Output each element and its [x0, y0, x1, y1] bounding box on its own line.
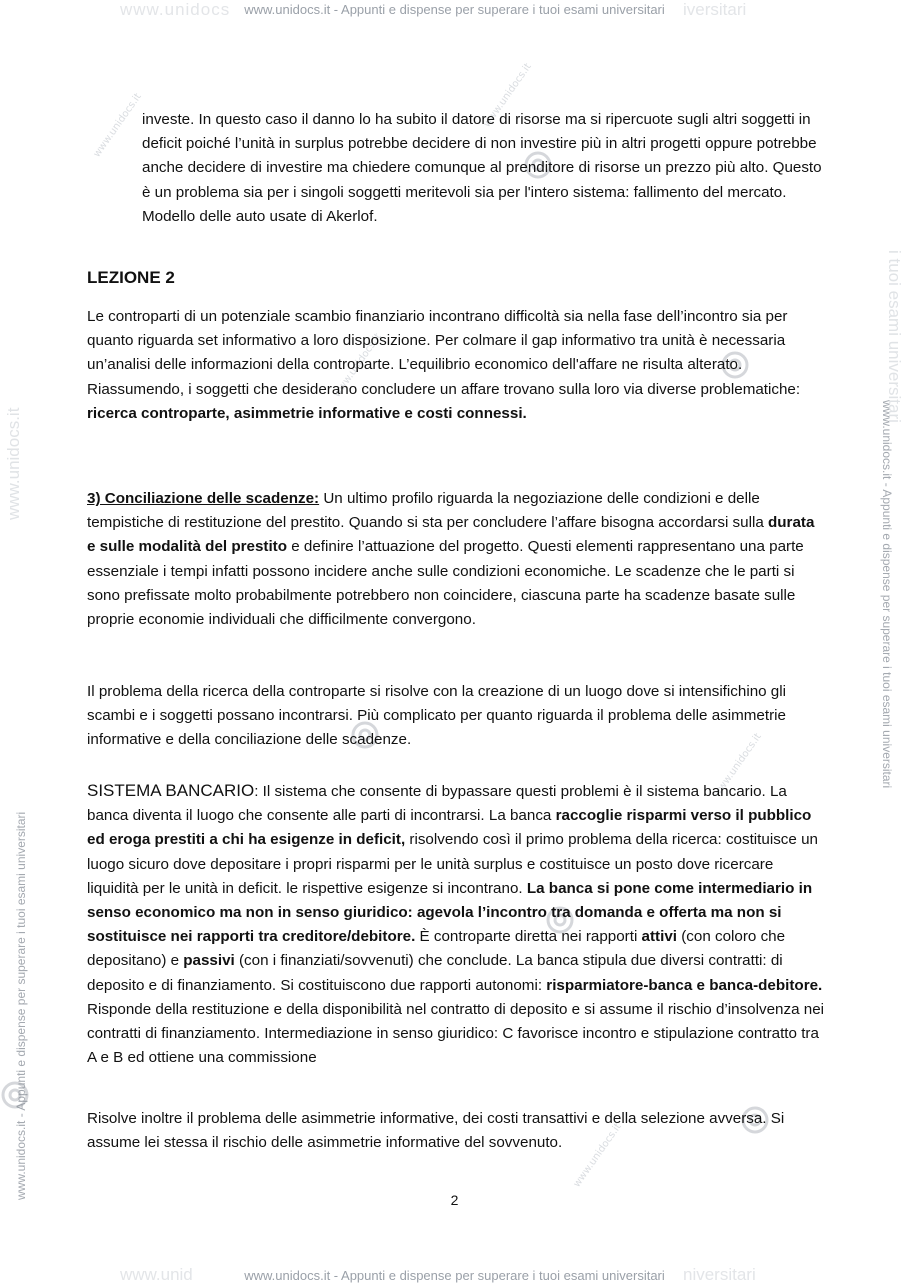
diagonal-watermark: www.unidocs.it [91, 91, 144, 160]
sistema-bancario-title: SISTEMA BANCARIO [87, 781, 255, 800]
sys-text-e: (con i finanziati/sovvenuti) che conclude. La banca stipula due diversi contratti: di deposito e di finanziamento. Si costituiscono due rapporti autonomi: [87, 952, 783, 994]
footer-watermark-ghost-right: niversitari [683, 1265, 756, 1284]
closing-paragraph [87, 1107, 827, 1155]
diagonal-watermark: www.unidocs.it [711, 731, 764, 800]
header-watermark-ghost-right: iversitari [683, 0, 747, 19]
scadenze-paragraph [87, 487, 827, 632]
diagonal-watermark: www.unidocs.it [481, 61, 534, 130]
sys-text-b: risolvendo così il primo problema della ricerca: costituisce un luogo sicuro dove depositare i propri risparmi per le unità surplus e costituisce un posto dove ricercare liquidità per le unità in deficit. le rispettive esigenze si incontrano. [87, 831, 818, 897]
sys-bold-3: attivi [641, 928, 677, 946]
controparte-paragraph [87, 680, 827, 753]
footer-watermark [0, 1265, 909, 1284]
para4-text: Il problema della ricerca della controparte si risolve con la creazione di un luogo dove si intensifichino gli scambi e i soggetti possano incontrarsi. Più complicato per quanto riguarda il problema delle asimmetrie informative e della conciliazione delle scadenze. [87, 683, 787, 749]
sys-text-a: : Il sistema che consente di bypassare questi problemi è il sistema bancario. La banca diventa il luogo che consente alle parti di incontrarsi. La banca [87, 783, 787, 825]
diagonal-watermark: www.unidocs.it [571, 1121, 624, 1190]
page-number: 2 [450, 1192, 459, 1208]
para6-text: Risolve inoltre il problema delle asimmetrie informative, dei costi transattivi e della selezione avversa. Si assume lei stessa il rischio delle asimmetrie informative del sovvenuto. [87, 1110, 785, 1152]
sys-text-c: È controparte diretta nei rapporti [415, 928, 642, 946]
sys-text-d: (con coloro che depositano) e [87, 928, 786, 970]
sys-bold-1: raccoglie risparmi verso il pubblico ed eroga prestiti a chi ha esigenze in deficit, [87, 807, 812, 849]
section-title: LEZIONE 2 [87, 268, 175, 287]
left-side-ghost-watermark: www.unidocs.it [4, 407, 23, 520]
lesson-paragraph-1 [87, 305, 827, 426]
footer-watermark-ghost: www.unid [120, 1265, 193, 1284]
sistema-bancario-paragraph [87, 779, 827, 1070]
right-side-ghost-watermark: i tuoi esami universitari [885, 250, 904, 423]
para2 [87, 378, 827, 426]
header-watermark-text: www.unidocs.it - Appunti e dispense per superare i tuoi esami universitari [244, 2, 665, 17]
right-side-watermark: www.unidocs.it - Appunti e dispense per superare i tuoi esami universitari [880, 400, 894, 789]
scadenze-text-a: Un ultimo profilo riguarda la negoziazione delle condizioni e delle tempistiche di restituzione del prestito. Quando si sta per concludere l’affare bisogna accordarsi sulla [87, 490, 768, 532]
left-side-watermark: www.unidocs.it - Appunti e dispense per superare i tuoi esami universitari [14, 811, 28, 1200]
scadenze-text-b: e definire l’attuazione del progetto. Questi elementi rappresentano una parte essenziale i tempi infatti possono incidere anche sulle condizioni economiche. Le scadenze che le parti si sono prefissate molto probabilmente potrebbero non coincidere, ciascuna parte ha scadenze basate sulle proprie economie individuali che difficilmente convergono. [87, 538, 804, 629]
sys-bold-2: La banca si pone come intermediario in senso economico ma non in senso giuridico: agevola l’incontro tra domanda e offerta ma non si sostituisce nei rapporti tra creditore/debitore. [87, 879, 813, 946]
diagonal-watermark: www.unidocs.it [331, 331, 384, 400]
scadenze-heading: 3) Conciliazione delle scadenze: [87, 490, 320, 507]
para1-text: Le controparti di un potenziale scambio finanziario incontrano difficoltà sia nella fase dell’incontro sia per quanto riguarda set informativo a loro disposizione. Per colmare il gap informativo tra unità è necessaria un’analisi delle informazioni della controparte. L’equilibrio economico dell'affare ne risulta alterato. [87, 308, 788, 374]
intro-paragraph [142, 108, 822, 229]
sys-bold-5: risparmiatore-banca e banca-debitore. [546, 976, 823, 994]
sys-bold-4: passivi [183, 952, 235, 970]
para2-text: Riassumendo, i soggetti che desiderano concludere un affare trovano sulla loro via diverse problematiche: [87, 380, 801, 398]
header-watermark [0, 2, 909, 17]
scadenze-bold: durata e sulle modalità del prestito [87, 514, 815, 556]
sys-text-f: Risponde della restituzione e della disponibilità nel contratto di deposito e si assume il rischio d’insolvenza nei contratti di finanziamento. Intermediazione in senso giuridico: C favorisce incontro e stipulazione contratto tra A e B ed ottiene una commissione [87, 1000, 825, 1067]
para2-bold: ricerca controparte, asimmetrie informative e costi connessi. [87, 404, 527, 422]
header-watermark-ghost: www.unidocs [120, 0, 231, 19]
footer-watermark-text: www.unidocs.it - Appunti e dispense per superare i tuoi esami universitari [244, 1268, 665, 1283]
intro-text: investe. In questo caso il danno lo ha subito il datore di risorse ma si ripercuote sugli altri soggetti in deficit poiché l’unità in surplus potrebbe decidere di non investire più in altri progetti oppure potrebbe anche decidere di investire ma chiedere comunque al prenditore di risorse un prezzo più alto. Questo è un problema sia per i singoli soggetti meritevoli sia per l'intero sistema: fallimento del mercato. Modello delle auto usate di Akerlof. [142, 111, 822, 225]
unidocs-logo-icon [0, 1080, 30, 1110]
